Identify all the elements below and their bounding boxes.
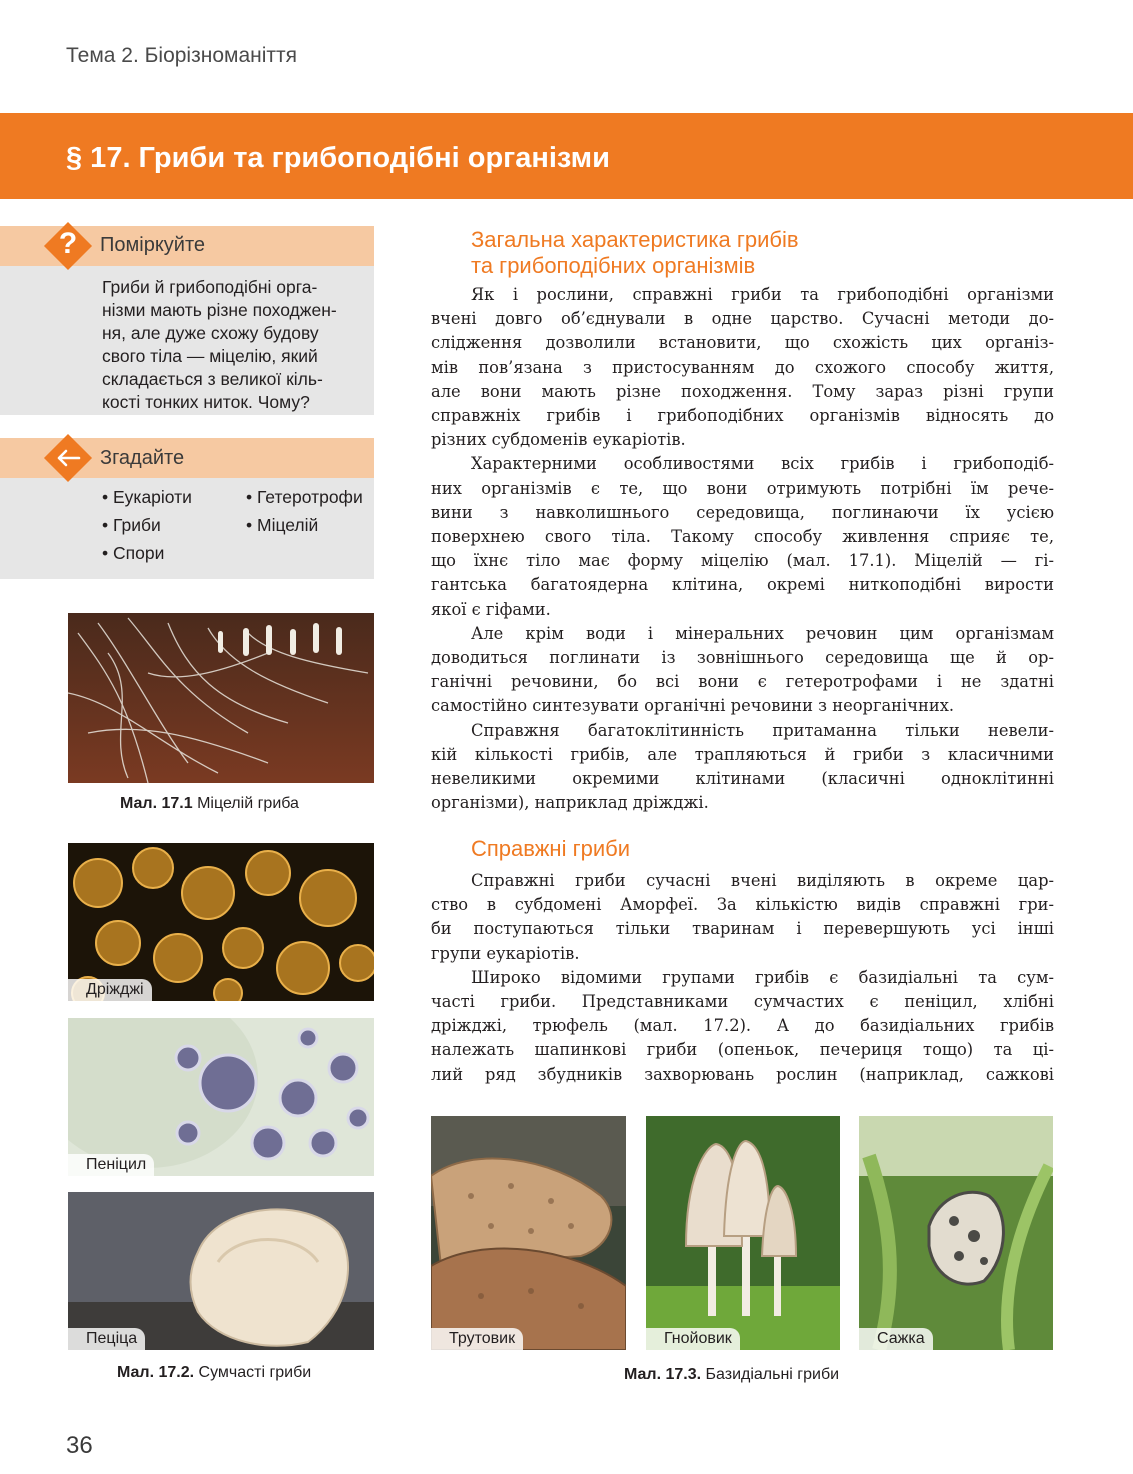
text-line: ганічні речовини, бо всі вони є гетеротрофами і не здатні [431,672,1054,692]
text-line: слідження дозволили встановити, що схожість цих організ- [431,333,1054,353]
text-line: вини з навколишнього середовища, поглинаючи їх усією [431,502,1054,522]
smut-photo [859,1116,1053,1350]
peziza-label: Пеціца [68,1328,145,1350]
think-line: Гриби й грибоподібні орга- [102,277,318,297]
text-line: дріжджі, трюфель (мал. 17.2). А до базидіальних грибів [431,1016,1054,1036]
figure-17-2-caption: Мал. 17.2. Сумчасті гриби [117,1364,312,1381]
recall-item: • Гриби [102,515,161,535]
recall-item: • Гетеротрофи [246,487,363,507]
think-box-label: Поміркуйте [100,234,206,256]
text-line: але вони мають різне походження. Тому зараз різні групи [431,381,1054,401]
text-line: невеликими окремими клітинами (класичні одноклітинні [431,769,1054,789]
think-line: нізми мають різне походжен- [102,300,337,320]
text-line: ство в субдомені Аморфеї. За кількістю видів справжні гри- [431,895,1054,915]
smut-label: Сажка [859,1328,933,1350]
text-line: би поступаються тільки тваринам і перевершують усі інші [431,919,1054,939]
text-line: Але крім води і мінеральних речовин цим організмам [471,623,1054,643]
think-box-header [0,226,374,266]
figure-17-1-caption: Мал. 17.1 Міцелій гриба [120,795,299,812]
think-box-text [102,276,364,414]
text-line: групи еукаріотів. [431,943,580,963]
recall-box-label: Згадайте [100,447,185,469]
text-line: вчені довго об’єднували в одне царство. Сучасні методи до- [431,309,1054,329]
arrow-left-glyph [52,446,84,470]
text-line: Справжня багатоклітинність притаманна тільки невели- [471,720,1054,740]
text-line: Характерними особливостями всіх грибів і грибоподіб- [471,454,1054,474]
text-line: самостійно синтезувати органічні речовини з неорганічних. [431,696,955,716]
think-line: складається з великої кіль- [102,369,323,389]
think-line: свого тіла — міцелію, який [102,346,318,366]
text-line: Широко відомими групами грибів є базидіальні та сум- [471,967,1054,987]
penicillium-photo [68,1018,374,1176]
think-box [0,226,374,415]
text-line: часті гриби. Представниками сумчастих є пеніцил, хлібні [431,992,1054,1012]
text-line: Справжні гриби сучасні вчені виділяють в окреме цар- [471,871,1054,890]
text-line: кій кількості грибів, але трапляються й гриби з класичними [431,744,1054,764]
mycelium-photo [68,613,374,783]
text-line: поверхнею свого тіла. Такому способу живлення сприяє те, [431,527,1054,547]
peziza-photo [68,1192,374,1350]
recall-box-header [0,438,374,478]
heading-line: та грибоподібних організмів [471,253,756,278]
tinder-fungus-photo [431,1116,626,1350]
text-line: доводиться поглинати із зовнішнього середовища ще й ор- [431,648,1054,668]
heading-line: Справжні гриби [471,836,631,861]
figure-17-3-caption: Мал. 17.3. Базидіальні гриби [624,1366,840,1383]
paragraph [431,869,1054,1087]
think-line: кості тонких ниток. Чому? [102,392,310,412]
section-heading-general [471,227,799,279]
think-line: ня, але дуже схожу будову [102,323,319,343]
text-line: них організмів є те, що вони отримують потрібні їм рече- [431,478,1054,498]
text-line: мів пов’язана з пристосуванням до схожого способу життя, [431,357,1054,377]
yeast-label: Дріжджі [68,979,152,1001]
text-line: якої є гіфами. [431,599,551,619]
text-line: Як і рослини, справжні гриби та грибоподібні організми [471,285,1054,304]
paragraph [431,283,1054,815]
tinder-fungus-label: Трутовик [431,1328,523,1350]
text-line: лий ряд збудників захворювань рослин (наприклад, сажкові [431,1064,1054,1084]
page-title: § 17. Гриби та грибоподібні організми [66,142,610,174]
recall-item: • Міцелій [246,515,319,535]
text-line: різних субдоменів еукаріотів. [431,430,686,450]
question-mark-glyph: ? [58,227,78,260]
text-line: що їхнє тіло має форму міцелію (мал. 17.1). Міцелій — гі- [431,551,1054,571]
page-number: 36 [66,1432,93,1459]
heading-line: Загальна характеристика грибів [471,227,799,252]
section-heading-true-fungi [471,836,630,862]
coprinus-label: Гнойовик [646,1328,740,1350]
penicillium-label: Пеніцил [68,1154,154,1176]
recall-item: • Спори [102,543,165,563]
text-line: належать шапинкові гриби (опеньок, печериця тощо) та ці- [431,1040,1054,1060]
recall-item: • Еукаріоти [102,487,192,507]
text-line: гантська багатоядерна клітина, окремі ниткоподібні вирости [431,575,1054,595]
coprinus-photo [646,1116,840,1350]
topic-header: Тема 2. Біорізноманіття [66,44,297,67]
yeast-photo [68,843,374,1001]
text-line: організми), наприклад дріжджі. [431,793,709,813]
text-line: справжніх грибів і грибоподібних організмів відносять до [431,406,1054,426]
recall-box [0,438,374,579]
